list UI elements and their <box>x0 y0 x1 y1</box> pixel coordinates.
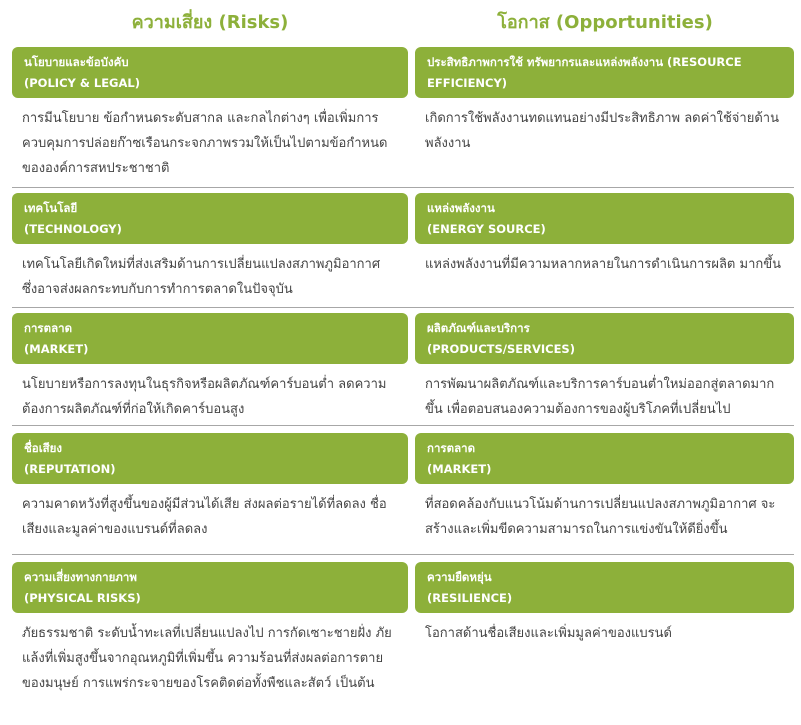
opportunity-header-english: (MARKET) <box>427 462 492 476</box>
risk-header <box>12 313 408 364</box>
risk-header <box>12 433 408 484</box>
risk-cell <box>12 433 408 542</box>
opportunity-header-english: (ENERGY SOURCE) <box>427 222 546 236</box>
risk-header-thai: ความเสี่ยงทางกายภาพ <box>24 570 137 584</box>
opportunity-description: แหล่งพลังงานที่มีความหลากหลายในการดำเนินการผลิต มากขึ้น <box>425 257 782 272</box>
opportunity-header <box>415 193 794 244</box>
risk-header-thai: ชื่อเสียง <box>24 441 63 455</box>
risk-header <box>12 562 408 613</box>
risk-cell <box>12 193 408 302</box>
risk-header <box>12 47 408 98</box>
risk-header-english: (PHYSICAL RISKS) <box>24 591 141 605</box>
opportunity-header-thai: ผลิตภัณฑ์และบริการ <box>427 321 530 335</box>
opportunity-header <box>415 433 794 484</box>
row-divider <box>12 554 794 555</box>
risk-description: นโยบายหรือการลงทุนในธุรกิจหรือผลิตภัณฑ์คาร์บอนต่ำ ลดความต้องการผลิตภัณฑ์ที่ก่อให้เกิดคาร์บอนสูง <box>22 377 387 417</box>
risk-description: เทคโนโลยีเกิดใหม่ที่ส่งเสริมด้านการเปลี่ยนแปลงสภาพภูมิอากาศ ซึ่งอาจส่งผลกระทบกับการทำการตลาดในปัจจุบัน <box>22 257 381 297</box>
row-divider <box>12 307 794 308</box>
opportunities-column-title: โอกาส (Opportunities) <box>497 12 713 33</box>
risk-cell <box>12 313 408 422</box>
risk-description: ความคาดหวังที่สูงขึ้นของผู้มีส่วนได้เสีย ส่งผลต่อรายได้ที่ลดลง ชื่อเสียงและมูลค่าของแบรนด์ที่ลดลง <box>22 497 387 537</box>
opportunity-header-english: (RESILIENCE) <box>427 591 513 605</box>
risk-description: การมีนโยบาย ข้อกำหนดระดับสากล และกลไกต่างๆ เพื่อเพิ่มการควบคุมการปล่อยก๊าซเรือนกระจกภาพรวมให้เป็นไปตามข้อกำหนดขององค์การสหประชาชาติ <box>22 111 388 176</box>
row-policy-legal <box>12 47 794 187</box>
opportunity-header-thai: การตลาด <box>427 441 476 455</box>
risk-header <box>12 193 408 244</box>
opportunity-header <box>415 313 794 364</box>
row-physical-resilience <box>12 562 794 724</box>
risk-header-thai: นโยบายและข้อบังคับ <box>24 55 129 69</box>
risk-header-thai: เทคโนโลยี <box>24 201 78 215</box>
row-divider <box>12 187 794 188</box>
risk-header-english: (REPUTATION) <box>24 462 116 476</box>
opportunity-description: การพัฒนาผลิตภัณฑ์และบริการคาร์บอนต่ำใหม่ออกสู่ตลาดมากขึ้น เพื่อตอบสนองความต้องการของผู้บริโภคที่เปลี่ยนไป <box>425 377 775 417</box>
risk-header-english: (POLICY & LEGAL) <box>24 76 140 90</box>
opportunity-header-thai: ประสิทธิภาพการใช้ ทรัพยากรและแหล่งพลังงาน (RESOURCE <box>427 55 742 69</box>
opportunity-cell <box>415 193 794 277</box>
risk-header-thai: การตลาด <box>24 321 73 335</box>
risk-cell <box>12 47 408 181</box>
opportunity-description: ที่สอดคล้องกับแนวโน้มด้านการเปลี่ยนแปลงสภาพภูมิอากาศ จะสร้างและเพิ่มขีดความสามารถในการแข่งขันให้ดียิ่งขึ้น <box>425 497 776 537</box>
row-divider <box>12 425 794 426</box>
row-technology <box>12 193 794 307</box>
opportunity-header-thai: ความยืดหยุ่น <box>427 570 492 584</box>
risks-column-title: ความเสี่ยง (Risks) <box>131 12 289 33</box>
opportunity-cell <box>415 47 794 156</box>
row-market <box>12 313 794 425</box>
opportunity-description: เกิดการใช้พลังงานทดแทนอย่างมีประสิทธิภาพ ลดค่าใช้จ่ายด้านพลังงาน <box>425 111 779 151</box>
risk-description: ภัยธรรมชาติ ระดับน้ำทะเลที่เปลี่ยนแปลงไป การกัดเซาะชายฝั่ง ภัยแล้งที่เพิ่มสูงขึ้นจากอุณหภูมิที่เพิ่มขึ้น ความร้อนที่ส่งผลต่อการตายของมนุษย์ การแพร่กระจายของโรคติดต่อทั้งพืชและสัตว์ เป็นต้น <box>22 626 392 691</box>
opportunity-cell <box>415 562 794 646</box>
row-reputation <box>12 433 794 552</box>
opportunity-header <box>415 47 794 98</box>
opportunity-header-english: EFFICIENCY) <box>427 76 508 90</box>
opportunity-header-thai: แหล่งพลังงาน <box>427 201 495 215</box>
risk-cell <box>12 562 408 696</box>
opportunity-cell <box>415 433 794 542</box>
opportunity-header <box>415 562 794 613</box>
opportunity-header-english: (PRODUCTS/SERVICES) <box>427 342 575 356</box>
opportunity-cell <box>415 313 794 422</box>
risk-header-english: (TECHNOLOGY) <box>24 222 122 236</box>
risk-header-english: (MARKET) <box>24 342 89 356</box>
opportunity-description: โอกาสด้านชื่อเสียงและเพิ่มมูลค่าของแบรนด์ <box>425 626 672 641</box>
